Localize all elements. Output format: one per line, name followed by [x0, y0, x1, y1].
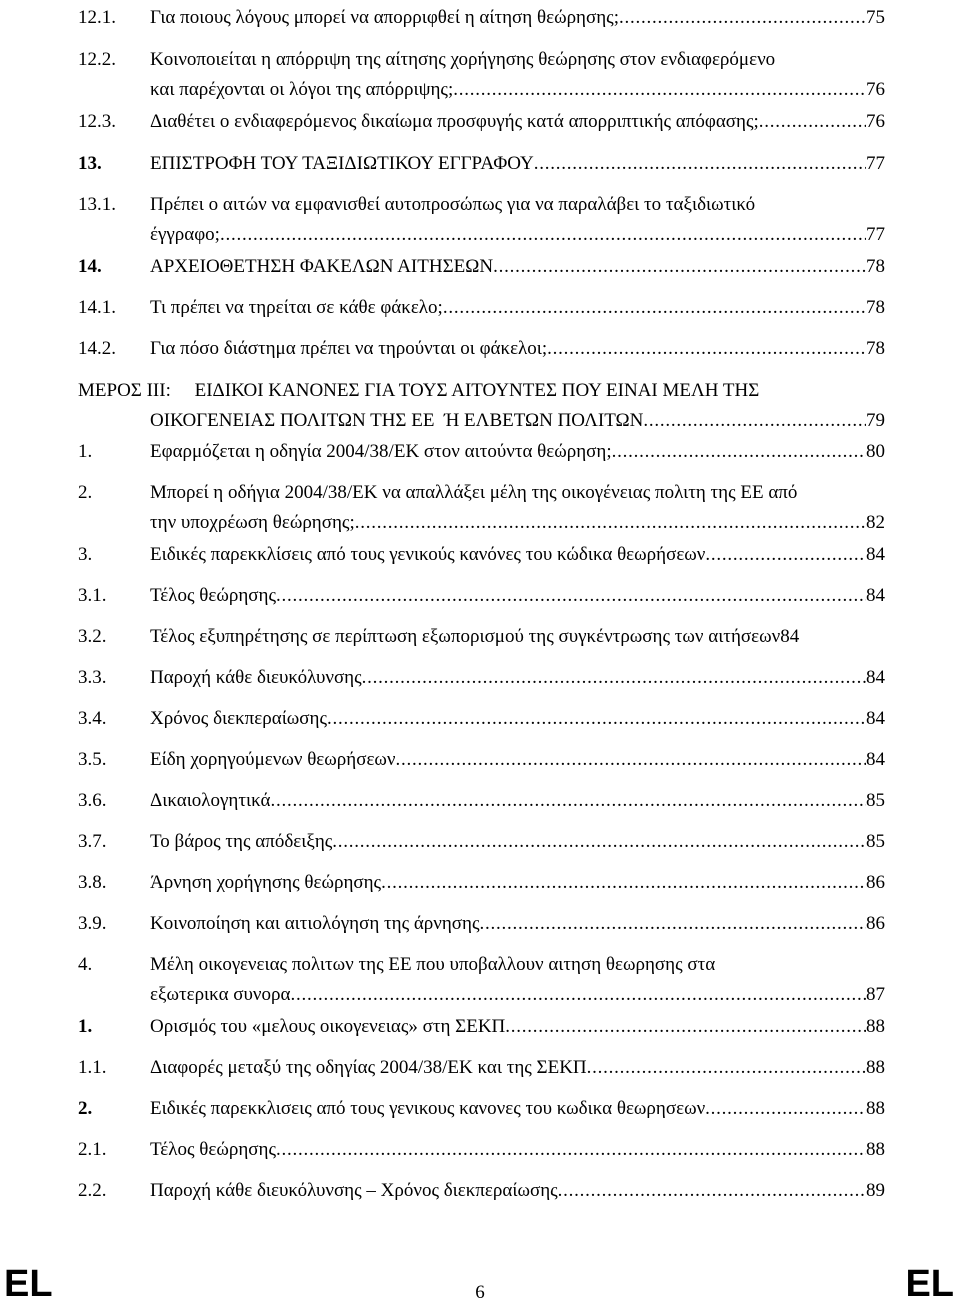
toc-entry-number: 3.	[78, 544, 93, 565]
toc-entry-title	[150, 790, 885, 820]
dot-leader	[396, 749, 866, 771]
toc-entry-title	[78, 380, 885, 440]
toc-entry-number: 3.9.	[78, 913, 107, 934]
dot-leader	[381, 872, 866, 894]
toc-entry-number: 3.6.	[78, 790, 107, 811]
toc-entry-page: 84	[866, 708, 885, 729]
toc-entry-number: 1.	[78, 1016, 93, 1037]
toc-entry-page: 86	[866, 872, 885, 893]
toc-entry-number: 4.	[78, 954, 93, 975]
toc-entry-page: 89	[866, 1180, 885, 1201]
dot-leader	[453, 79, 866, 101]
toc-entry-title	[150, 544, 885, 574]
toc-entry-title	[150, 667, 885, 697]
toc-entry-page: 77	[866, 224, 885, 245]
toc-entry-title	[150, 153, 885, 183]
toc-entry-page: 88	[866, 1098, 885, 1119]
toc-entry-page: 84	[866, 749, 885, 770]
toc-entry-number: 3.2.	[78, 626, 107, 647]
toc-entry-title	[150, 338, 885, 368]
toc-entry-text: Δικαιολογητικά	[150, 790, 271, 811]
toc-entry-page: 86	[866, 913, 885, 934]
dot-leader	[643, 410, 866, 432]
toc-entry-page: 78	[866, 338, 885, 359]
toc-entry-text: Είδη χορηγούμενων θεωρήσεων	[150, 749, 396, 770]
toc-entry-title	[150, 708, 885, 738]
toc-entry-text: Μέλη οικογενειας πολιτων της ΕΕ που υποβαλλουν αιτηση θεωρησης στα	[150, 954, 716, 975]
toc-entry-text: Διαφορές μεταξύ της οδηγίας 2004/38/ΕΚ και της ΣΕΚΠ	[150, 1057, 587, 1078]
dot-leader	[612, 441, 866, 463]
toc-entry-title	[150, 111, 885, 141]
toc-entry-number: 2.2.	[78, 1180, 107, 1201]
toc-entry-page: 88	[866, 1016, 885, 1037]
toc-entry-page: 76	[866, 111, 885, 132]
toc-entry-text: Παροχή κάθε διευκόλυνσης – Χρόνος διεκπεραίωσης	[150, 1180, 558, 1201]
toc-entry-title	[150, 7, 885, 37]
toc-entry-number: 3.8.	[78, 872, 107, 893]
toc-entry-number: 12.3.	[78, 111, 116, 132]
dot-leader	[705, 1098, 866, 1120]
toc-entry-text: Τέλος θεώρησης	[150, 1139, 276, 1160]
toc-entry-title	[150, 1180, 885, 1210]
dot-leader	[759, 111, 866, 133]
dot-leader	[290, 984, 866, 1006]
toc-entry-number: 2.	[78, 482, 93, 503]
toc-entry-text: Διαθέτει ο ενδιαφερόμενος δικαίωμα προσφυγής κατά απορριπτικής απόφασης;	[150, 111, 759, 132]
dot-leader	[220, 224, 866, 246]
dot-leader	[619, 7, 866, 29]
toc-entry-number: 2.1.	[78, 1139, 107, 1160]
toc-entry-title	[150, 482, 885, 542]
dot-leader	[480, 913, 866, 935]
dot-leader	[270, 790, 866, 812]
toc-entry-number: 12.1.	[78, 7, 116, 28]
toc-entry-number: 3.4.	[78, 708, 107, 729]
dot-leader	[327, 708, 866, 730]
toc-entry-title	[150, 194, 885, 254]
toc-entry-text: Μπορεί η οδήγια 2004/38/ΕΚ να απαλλάξει μέλη της οικογένειας πολιτη της ΕΕ από	[150, 482, 798, 503]
toc-entry-text: και παρέχονται οι λόγοι της απόρριψης;	[150, 79, 454, 100]
dot-leader	[505, 1016, 866, 1038]
dot-leader	[534, 153, 866, 175]
toc-entry-page: 82	[866, 512, 885, 533]
toc-entry-title	[150, 441, 885, 471]
toc-entry-text: Ορισμός του «μελους οικογενειας» στη ΣΕΚΠ	[150, 1016, 506, 1037]
toc-entry-title	[150, 913, 885, 943]
toc-entry-page: 76	[866, 79, 885, 100]
toc-entry-page: 84	[866, 585, 885, 606]
dot-leader	[355, 512, 866, 534]
toc-entry-title	[150, 1057, 885, 1087]
toc-entry-page: 84	[866, 667, 885, 688]
toc-entry-number: 3.5.	[78, 749, 107, 770]
toc-entry-title	[150, 297, 885, 327]
toc-entry-number: 14.	[78, 256, 102, 277]
toc-entry-page: 77	[866, 153, 885, 174]
toc-entry-number: 13.	[78, 153, 102, 174]
toc-entry-title	[150, 49, 885, 109]
toc-entry-page: 88	[866, 1057, 885, 1078]
dot-leader	[443, 297, 866, 319]
toc-entry-title	[150, 256, 885, 286]
toc-entry-text: Εφαρμόζεται η οδηγία 2004/38/ΕΚ στον αιτούντα θεώρηση;	[150, 441, 612, 462]
page-number: 6	[475, 1282, 485, 1303]
toc-entry-text: Παροχή κάθε διευκόλυνσης	[150, 667, 362, 688]
toc-entry-text: έγγραφο;	[150, 224, 220, 245]
dot-leader	[332, 831, 866, 853]
toc-entry-text: Κοινοποιείται η απόρριψη της αίτησης χορήγησης θεώρησης στον ενδιαφερόμενο	[150, 49, 776, 70]
toc-entry-page: 85	[866, 831, 885, 852]
dot-leader	[493, 256, 866, 278]
toc-entry-number: 3.3.	[78, 667, 107, 688]
toc-entry-page: 79	[866, 410, 885, 431]
toc-entry-page: 87	[866, 984, 885, 1005]
toc-entry-number: 1.	[78, 441, 93, 462]
toc-entry-text: Κοινοποίηση και αιτιολόγηση της άρνησης	[150, 913, 480, 934]
toc-entry-text: ΕΠΙΣΤΡΟΦΗ ΤΟΥ ΤΑΞΙΔΙΩΤΙΚΟΥ ΕΓΓΡΑΦΟΥ	[150, 153, 534, 174]
toc-entry-title	[150, 954, 885, 1014]
toc-entry-title	[150, 872, 885, 902]
toc-entry-title	[150, 1016, 885, 1046]
toc-entry-title	[150, 585, 885, 615]
toc-entry-text: Τέλος εξυπηρέτησης σε περίπτωση εξωπορισμού της συγκέντρωσης των αιτήσεων	[150, 626, 781, 647]
toc-entry-text: Για ποιους λόγους μπορεί να απορριφθεί η αίτηση θεώρησης;	[150, 7, 619, 28]
toc-entry-text: εξωτερικα συνορα	[150, 984, 291, 1005]
toc-entry-page: 78	[866, 297, 885, 318]
dot-leader	[276, 1139, 866, 1161]
toc-entry-page: 75	[866, 7, 885, 28]
toc-entry-number: 3.7.	[78, 831, 107, 852]
toc-entry-title	[150, 1098, 885, 1128]
toc-entry-text: Πρέπει ο αιτών να εμφανισθεί αυτοπροσώπως για να παραλάβει το ταξιδιωτικό	[150, 194, 756, 215]
toc-entry-page: 85	[866, 790, 885, 811]
toc-entry-text: Τέλος θεώρησης	[150, 585, 276, 606]
toc-entry-text: Τι πρέπει να τηρείται σε κάθε φάκελο;	[150, 297, 443, 318]
toc-entry-text: ΑΡΧΕΙΟΘΕΤΗΣΗ ΦΑΚΕΛΩΝ ΑΙΤΗΣΕΩΝ	[150, 256, 494, 277]
toc-entry-text: ΟΙΚΟΓΕΝΕΙΑΣ ΠΟΛΙΤΩΝ ΤΗΣ ΕΕ Ή ΕΛΒΕΤΩΝ ΠΟΛΙΤΩΝ	[150, 410, 644, 431]
toc-entry-text: Για πόσο διάστημα πρέπει να τηρούνται οι φάκελοι;	[150, 338, 548, 359]
toc-entry-page: 84	[866, 544, 885, 565]
toc-entry-page: 84	[780, 626, 800, 647]
toc-entry-title	[150, 749, 885, 779]
toc-entry-number: 3.1.	[78, 585, 107, 606]
toc-entry-text: ΜΕΡΟΣ III: ΕΙΔΙΚΟΙ ΚΑΝΟΝΕΣ ΓΙΑ ΤΟΥΣ ΑΙΤΟΥΝΤΕΣ ΠΟΥ ΕΙΝΑΙ ΜΕΛΗ ΤΗΣ	[78, 380, 760, 401]
toc-entry-number: 12.2.	[78, 49, 116, 70]
toc-entry-title	[150, 1139, 885, 1169]
footer-language-right: EL	[905, 1263, 954, 1305]
toc-entry-number: 13.1.	[78, 194, 116, 215]
toc-entry-text: Ειδικές παρεκκλίσεις από τους γενικούς κανόνες του κώδικα θεωρήσεων	[150, 544, 706, 565]
toc-entry-number: 1.1.	[78, 1057, 107, 1078]
toc-entry-text: την υποχρέωση θεώρησης;	[150, 512, 355, 533]
toc-entry-title	[150, 831, 885, 861]
toc-entry-title	[150, 626, 885, 656]
dot-leader	[558, 1180, 866, 1202]
toc-entry-text: Άρνηση χορήγησης θεώρησης	[150, 872, 382, 893]
toc-entry-text: Ειδικές παρεκκλισεις από τους γενικους κανονες του κωδικα θεωρησεων	[150, 1098, 706, 1119]
toc-entry-page: 78	[866, 256, 885, 277]
dot-leader	[547, 338, 866, 360]
toc-entry-number: 14.1.	[78, 297, 116, 318]
dot-leader	[705, 544, 866, 566]
dot-leader	[276, 585, 866, 607]
toc-entry-page: 80	[866, 441, 885, 462]
toc-entry-page: 88	[866, 1139, 885, 1160]
dot-leader	[587, 1057, 866, 1079]
toc-entry-text: Χρόνος διεκπεραίωσης	[150, 708, 328, 729]
footer-language-left: EL	[4, 1263, 53, 1305]
toc-entry-number: 2.	[78, 1098, 93, 1119]
dot-leader	[362, 667, 866, 689]
toc-entry-text: Το βάρος της απόδειξης	[150, 831, 333, 852]
toc-entry-number: 14.2.	[78, 338, 116, 359]
